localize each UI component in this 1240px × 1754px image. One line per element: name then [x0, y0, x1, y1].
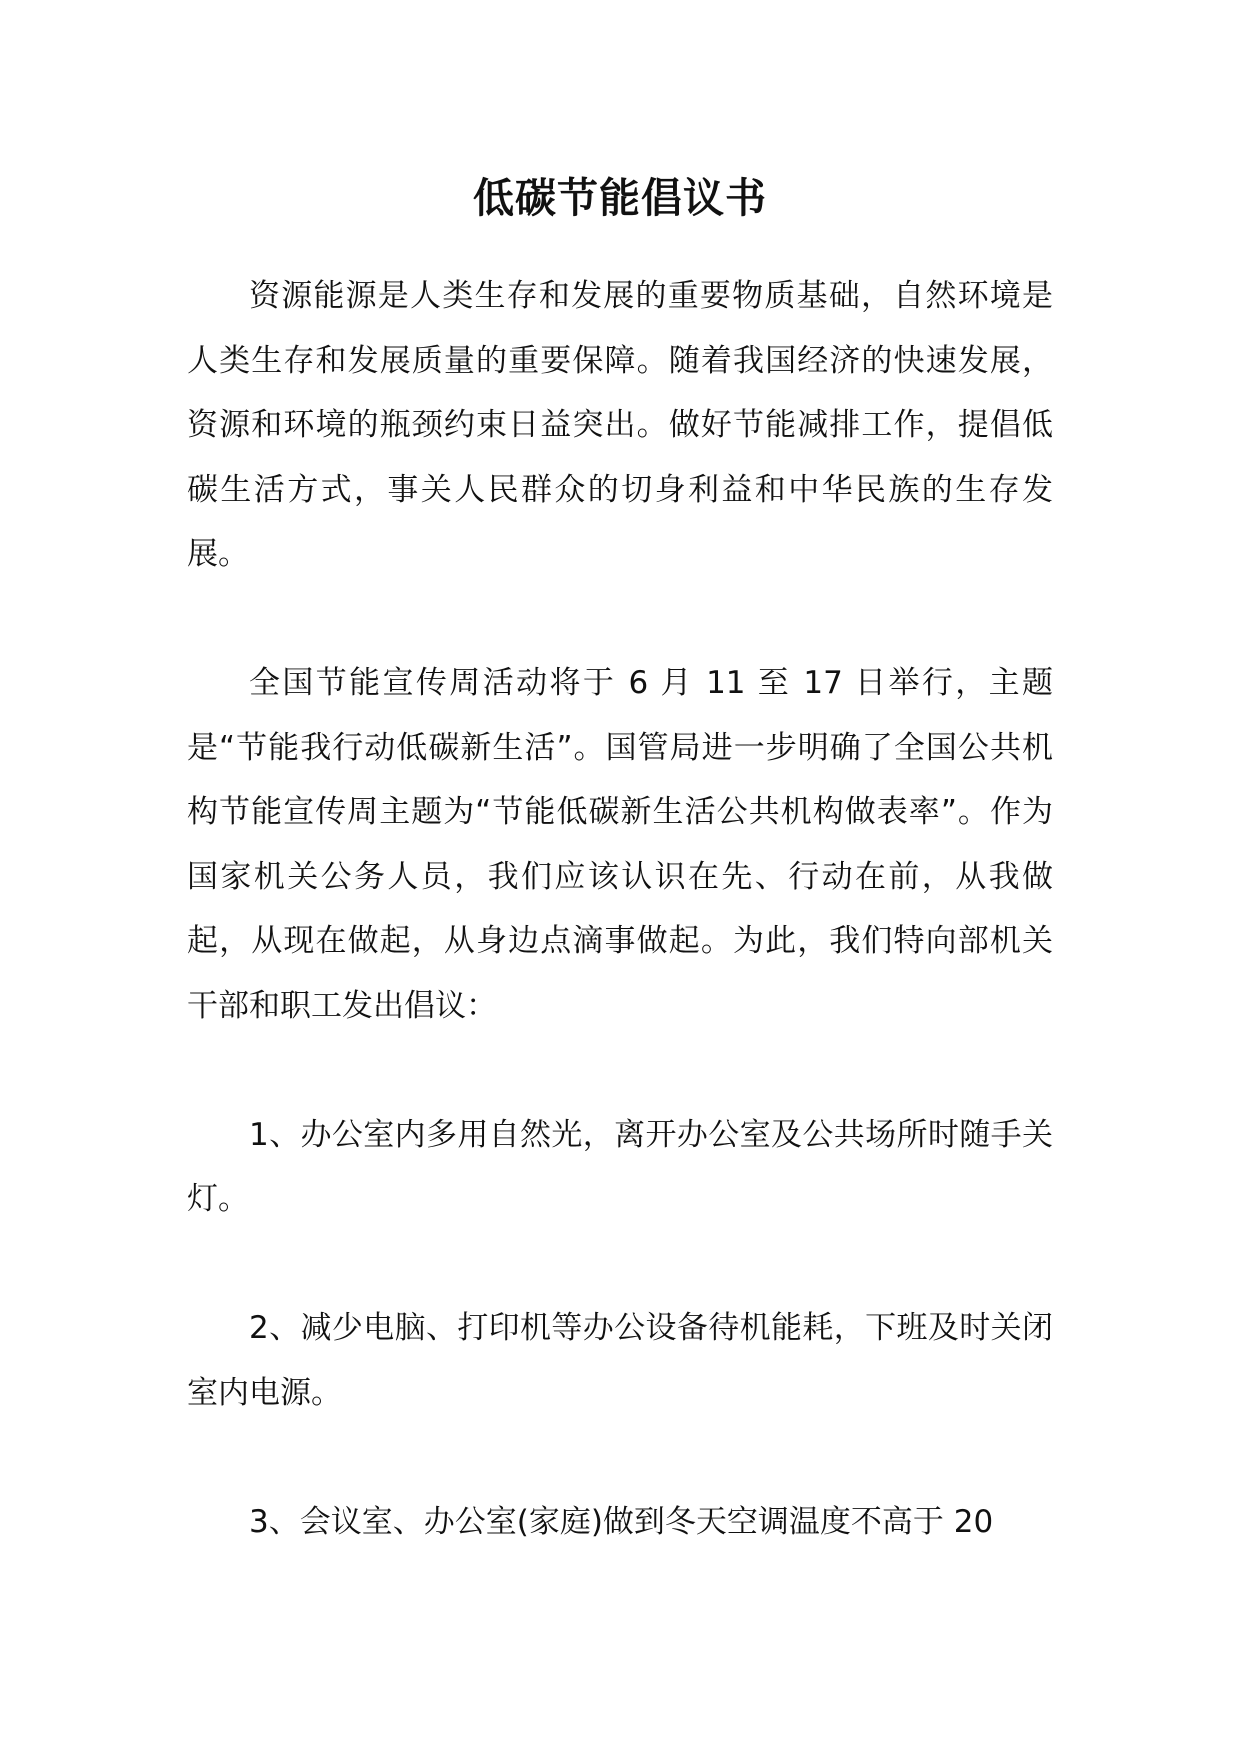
proposal-item-1: 1、办公室内多用自然光，离开办公室及公共场所时随手关灯。: [187, 1116, 1053, 1217]
proposal-item-3: 3、会议室、办公室(家庭)做到冬天空调温度不高于 20: [249, 1503, 994, 1540]
document-body: [187, 264, 1053, 1554]
proposal-item-2: 2、减少电脑、打印机等办公设备待机能耗，下班及时关闭室内电源。: [187, 1310, 1053, 1411]
paragraph-intro: 资源能源是人类生存和发展的重要物质基础，自然环境是人类生存和发展质量的重要保障。随着我国经济的快速发展，资源和环境的瓶颈约束日益突出。做好节能减排工作，提倡低碳生活方式，事关人民群众的切身利益和中华民族的生存发展。: [187, 278, 1053, 572]
paragraph-energy-week: 全国节能宣传周活动将于 6 月 11 至 17 日举行，主题是“节能我行动低碳新生活”。国管局进一步明确了全国公共机构节能宣传周主题为“节能低碳新生活公共机构做表率”。作为国家机关公务人员，我们应该认识在先、行动在前，从我做起，从现在做起，从身边点滴事做起。为此，我们特向部机关干部和职工发出倡议：: [187, 665, 1053, 1024]
document-title: 低碳节能倡议书: [473, 174, 767, 222]
